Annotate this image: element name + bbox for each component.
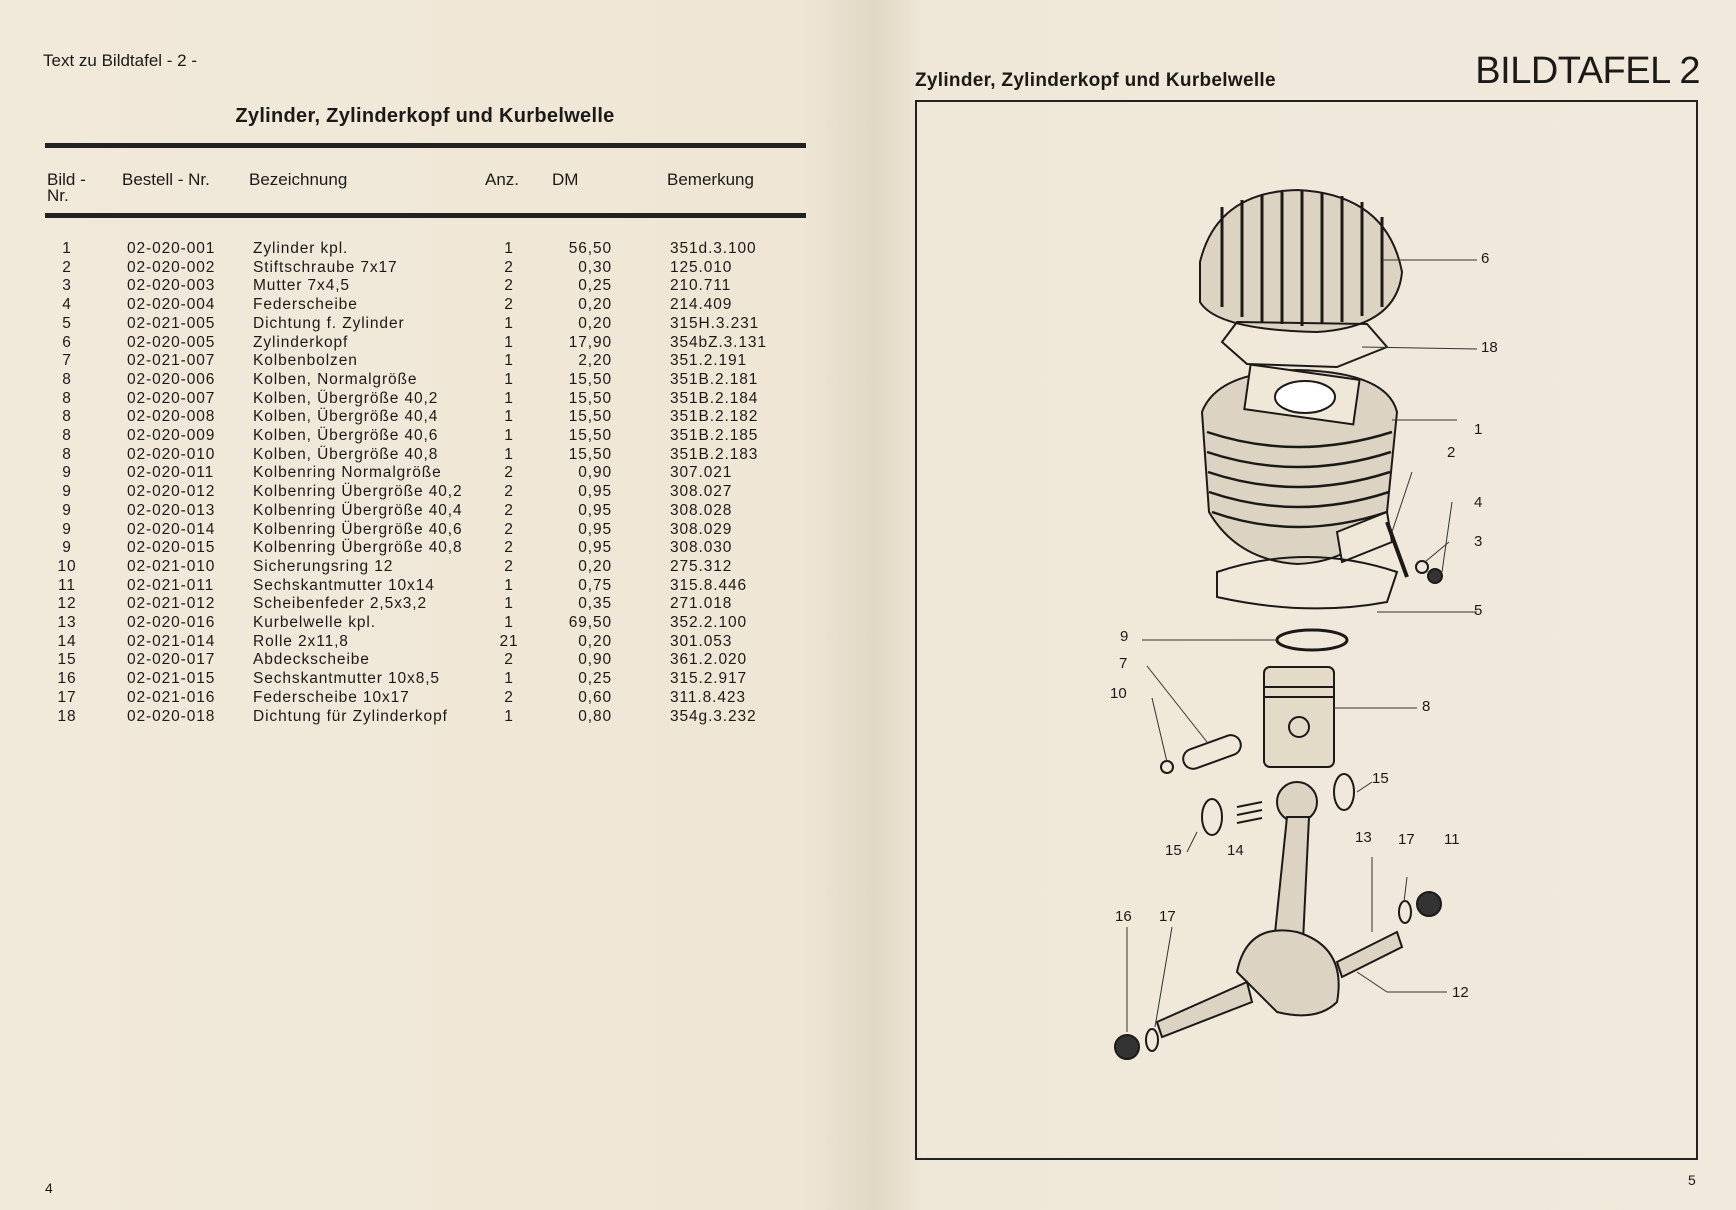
plate-title: Zylinder, Zylinderkopf und Kurbelwelle xyxy=(915,70,1276,91)
cell-bezeichnung: Abdeckscheibe xyxy=(253,651,370,669)
cell-bild-nr: 8 xyxy=(62,389,72,407)
exploded-diagram xyxy=(915,100,1698,1160)
col-bild-label-2: Nr. xyxy=(47,186,69,205)
cell-bild-nr: 2 xyxy=(62,258,72,276)
table-row xyxy=(0,352,860,371)
cell-preis-dm: 0,90 xyxy=(578,651,612,669)
thrust-washer-drawing xyxy=(1334,774,1354,810)
cell-anzahl: 2 xyxy=(504,688,514,706)
cell-preis-dm: 0,80 xyxy=(578,707,612,725)
cell-anzahl: 1 xyxy=(504,707,514,725)
cell-bezeichnung: Kolben, Übergröße 40,8 xyxy=(253,445,439,463)
cell-preis-dm: 0,35 xyxy=(578,595,612,613)
hex-nut-drawing xyxy=(1417,892,1441,916)
cell-bemerkung: 315.2.917 xyxy=(670,670,748,688)
table-row xyxy=(0,595,860,614)
cell-preis-dm: 0,25 xyxy=(578,670,612,688)
table-row xyxy=(0,277,860,296)
callout: 7 xyxy=(1119,655,1128,672)
callout: 12 xyxy=(1452,984,1469,1001)
cell-preis-dm: 17,90 xyxy=(568,333,612,351)
cell-bestell-nr: 02-020-017 xyxy=(127,651,216,669)
table-row xyxy=(0,315,860,334)
page-title: Zylinder, Zylinderkopf und Kurbelwelle xyxy=(235,105,615,127)
cell-bestell-nr: 02-020-005 xyxy=(127,333,216,351)
cell-anzahl: 1 xyxy=(504,427,514,444)
cell-bild-nr: 9 xyxy=(62,539,72,557)
cell-bemerkung: 351B.2.181 xyxy=(670,370,759,388)
cell-bild-nr: 8 xyxy=(62,370,72,388)
cell-bezeichnung: Kolben, Übergröße 40,2 xyxy=(253,389,439,407)
cell-bemerkung: 361.2.020 xyxy=(670,651,748,669)
table-row xyxy=(0,614,860,633)
table-row xyxy=(0,371,860,390)
cell-bezeichnung: Federscheibe 10x17 xyxy=(253,688,410,706)
cell-bemerkung: 307.021 xyxy=(670,464,733,482)
col-dm: DM xyxy=(552,170,579,189)
cell-preis-dm: 15,50 xyxy=(568,370,612,388)
cylinder-drawing xyxy=(1202,365,1397,564)
cell-preis-dm: 0,30 xyxy=(578,258,612,276)
cell-preis-dm: 0,90 xyxy=(578,464,612,482)
cell-bestell-nr: 02-021-016 xyxy=(127,688,216,706)
cell-preis-dm: 0,75 xyxy=(578,576,612,594)
cell-bild-nr: 3 xyxy=(62,277,72,295)
cell-bezeichnung: Kurbelwelle kpl. xyxy=(253,614,376,631)
cell-anzahl: 2 xyxy=(504,258,514,276)
cell-bild-nr: 4 xyxy=(62,296,72,314)
cell-bezeichnung: Sicherungsring 12 xyxy=(253,557,394,575)
cell-preis-dm: 0,20 xyxy=(578,314,612,332)
table-row xyxy=(0,539,860,558)
cell-bestell-nr: 02-020-006 xyxy=(127,370,216,388)
cell-bezeichnung: Kolbenring Übergröße 40,4 xyxy=(253,501,463,519)
cell-bestell-nr: 02-020-011 xyxy=(127,464,215,482)
cell-bemerkung: 351.2.191 xyxy=(670,352,748,370)
crankshaft-drawing xyxy=(1157,782,1402,1037)
cell-bestell-nr: 02-020-018 xyxy=(127,707,216,725)
table-row xyxy=(0,446,860,465)
cell-anzahl: 1 xyxy=(504,314,514,332)
cylinder-head-drawing xyxy=(1200,190,1402,332)
cell-bezeichnung: Dichtung f. Zylinder xyxy=(253,314,405,332)
cell-anzahl: 2 xyxy=(504,501,514,519)
cell-preis-dm: 15,50 xyxy=(568,427,612,444)
cell-bezeichnung: Sechskantmutter 10x8,5 xyxy=(253,670,440,688)
cell-anzahl: 1 xyxy=(504,595,514,613)
cell-bemerkung: 210.711 xyxy=(670,277,732,295)
cell-bemerkung: 354bZ.3.131 xyxy=(670,333,767,351)
cell-bild-nr: 6 xyxy=(62,333,72,351)
table-row xyxy=(0,259,860,278)
cell-bild-nr: 10 xyxy=(57,557,77,575)
cell-anzahl: 1 xyxy=(504,240,514,257)
cell-bemerkung: 308.027 xyxy=(670,483,733,501)
cell-bild-nr: 17 xyxy=(57,688,77,706)
cell-bezeichnung: Sechskantmutter 10x14 xyxy=(253,576,435,594)
hex-nut-drawing xyxy=(1115,1035,1139,1059)
callout: 5 xyxy=(1474,602,1483,619)
callout: 16 xyxy=(1115,908,1132,925)
cell-bestell-nr: 02-020-013 xyxy=(127,501,216,519)
cell-anzahl: 1 xyxy=(504,389,514,407)
cylinder-gasket-drawing xyxy=(1217,557,1397,608)
cell-bestell-nr: 02-020-015 xyxy=(127,539,216,557)
cell-bestell-nr: 02-020-012 xyxy=(127,483,216,501)
divider xyxy=(45,213,806,218)
cell-bestell-nr: 02-020-010 xyxy=(127,445,216,463)
table-row xyxy=(0,670,860,689)
cell-anzahl: 2 xyxy=(504,539,514,557)
callout: 3 xyxy=(1474,533,1483,550)
cell-anzahl: 2 xyxy=(504,464,514,482)
cell-preis-dm: 0,60 xyxy=(578,688,612,706)
cell-bestell-nr: 02-020-003 xyxy=(127,277,216,295)
cell-bild-nr: 5 xyxy=(62,314,72,332)
cell-bild-nr: 11 xyxy=(58,576,76,594)
callout: 6 xyxy=(1481,250,1490,267)
cell-bemerkung: 354g.3.232 xyxy=(670,707,757,725)
cell-anzahl: 21 xyxy=(499,632,519,650)
table-row xyxy=(0,558,860,577)
cell-preis-dm: 56,50 xyxy=(568,240,612,257)
cell-bemerkung: 214.409 xyxy=(670,296,733,314)
cell-bestell-nr: 02-020-007 xyxy=(127,389,216,407)
cell-bemerkung: 351B.2.184 xyxy=(670,389,759,407)
cell-bemerkung: 352.2.100 xyxy=(670,614,748,631)
cell-bestell-nr: 02-020-014 xyxy=(127,520,216,538)
cell-bemerkung: 315H.3.231 xyxy=(670,314,760,332)
cell-anzahl: 2 xyxy=(504,520,514,538)
cell-bestell-nr: 02-021-014 xyxy=(127,632,216,650)
cell-bild-nr: 18 xyxy=(57,707,77,725)
cell-bild-nr: 8 xyxy=(62,445,72,463)
cell-bezeichnung: Zylinderkopf xyxy=(253,333,349,351)
cell-preis-dm: 0,95 xyxy=(578,520,612,538)
cell-bemerkung: 275.312 xyxy=(670,557,733,575)
cell-bezeichnung: Kolbenring Übergröße 40,6 xyxy=(253,520,463,538)
cell-bild-nr: 9 xyxy=(62,520,72,538)
cell-bild-nr: 8 xyxy=(62,408,72,426)
cell-bezeichnung: Kolbenbolzen xyxy=(253,352,358,370)
cell-anzahl: 2 xyxy=(504,483,514,501)
engine-drawing xyxy=(917,102,1697,1158)
cell-preis-dm: 2,20 xyxy=(578,352,612,370)
callout: 2 xyxy=(1447,444,1456,461)
cell-bezeichnung: Kolben, Übergröße 40,6 xyxy=(253,427,439,444)
cell-bezeichnung: Rolle 2x11,8 xyxy=(253,632,349,650)
cell-bemerkung: 271.018 xyxy=(670,595,733,613)
cell-preis-dm: 0,20 xyxy=(578,557,612,575)
callout: 17 xyxy=(1159,908,1176,925)
cell-bemerkung: 351d.3.100 xyxy=(670,240,757,257)
table-row xyxy=(0,390,860,409)
cell-bild-nr: 16 xyxy=(57,670,77,688)
cell-bezeichnung: Mutter 7x4,5 xyxy=(253,277,350,295)
table-row xyxy=(0,633,860,652)
cell-bestell-nr: 02-020-004 xyxy=(127,296,216,314)
cell-anzahl: 2 xyxy=(504,651,514,669)
cell-bemerkung: 308.028 xyxy=(670,501,733,519)
cell-anzahl: 2 xyxy=(504,277,514,295)
washer-drawing xyxy=(1416,561,1428,573)
callout: 17 xyxy=(1398,831,1415,848)
cell-anzahl: 1 xyxy=(504,614,514,631)
callout: 13 xyxy=(1355,829,1372,846)
cell-bemerkung: 301.053 xyxy=(670,632,733,650)
table-row xyxy=(0,502,860,521)
callout: 18 xyxy=(1481,339,1498,356)
cell-bestell-nr: 02-020-016 xyxy=(127,614,216,631)
table-row xyxy=(0,334,860,353)
cell-preis-dm: 0,20 xyxy=(578,632,612,650)
cell-preis-dm: 15,50 xyxy=(568,445,612,463)
cell-bestell-nr: 02-021-015 xyxy=(127,670,216,688)
divider xyxy=(45,143,806,148)
plate-number: BILDTAFEL 2 xyxy=(1475,50,1700,92)
cell-bild-nr: 9 xyxy=(62,501,72,519)
cell-preis-dm: 15,50 xyxy=(568,408,612,426)
cell-preis-dm: 0,95 xyxy=(578,539,612,557)
cell-bemerkung: 308.030 xyxy=(670,539,733,557)
cell-bezeichnung: Zylinder kpl. xyxy=(253,240,349,257)
cell-bemerkung: 315.8.446 xyxy=(670,576,748,594)
table-row xyxy=(0,483,860,502)
thrust-washer-drawing xyxy=(1202,799,1222,835)
page-number: 4 xyxy=(45,1180,53,1196)
callout: 15 xyxy=(1372,770,1389,787)
col-bild xyxy=(47,172,86,204)
cell-bezeichnung: Federscheibe xyxy=(253,296,358,314)
table-row xyxy=(0,427,860,446)
cell-bezeichnung: Kolben, Normalgröße xyxy=(253,370,418,388)
spring-washer-drawing xyxy=(1399,901,1411,923)
spring-washer-drawing xyxy=(1146,1029,1158,1051)
table-row xyxy=(0,240,860,259)
table-row xyxy=(0,464,860,483)
callout: 1 xyxy=(1474,421,1483,438)
callout: 4 xyxy=(1474,494,1483,511)
circlip-drawing xyxy=(1161,761,1173,773)
cell-anzahl: 1 xyxy=(504,445,514,463)
cell-bild-nr: 12 xyxy=(57,595,77,613)
piston-drawing xyxy=(1264,667,1334,767)
right-page xyxy=(872,0,1736,1210)
piston-pin-drawing xyxy=(1180,732,1243,771)
cell-anzahl: 2 xyxy=(504,557,514,575)
cell-bezeichnung: Kolbenring Normalgröße xyxy=(253,464,442,482)
cell-bemerkung: 351B.2.183 xyxy=(670,445,759,463)
cell-bestell-nr: 02-020-008 xyxy=(127,408,216,426)
cell-anzahl: 1 xyxy=(504,333,514,351)
cell-bestell-nr: 02-021-010 xyxy=(127,557,216,575)
caption: Text zu Bildtafel - 2 - xyxy=(43,51,198,70)
cell-bezeichnung: Kolbenring Übergröße 40,8 xyxy=(253,539,463,557)
table-row xyxy=(0,577,860,596)
cell-anzahl: 1 xyxy=(504,670,514,688)
callout: 9 xyxy=(1120,628,1129,645)
cell-bild-nr: 14 xyxy=(57,632,77,650)
cell-anzahl: 2 xyxy=(504,296,514,314)
cell-bild-nr: 8 xyxy=(62,427,72,444)
table-row xyxy=(0,521,860,540)
cell-preis-dm: 15,50 xyxy=(568,389,612,407)
callout: 14 xyxy=(1227,842,1244,859)
cell-bestell-nr: 02-021-011 xyxy=(127,576,215,594)
cell-bild-nr: 9 xyxy=(62,483,72,501)
cell-bezeichnung: Kolbenring Übergröße 40,2 xyxy=(253,483,463,501)
cell-bestell-nr: 02-020-001 xyxy=(127,240,216,257)
col-anz: Anz. xyxy=(485,170,520,189)
table-row xyxy=(0,689,860,708)
cell-anzahl: 1 xyxy=(504,576,514,594)
cell-anzahl: 1 xyxy=(504,352,514,370)
callout: 11 xyxy=(1444,831,1460,848)
cell-bestell-nr: 02-021-012 xyxy=(127,595,216,613)
cell-bezeichnung: Kolben, Übergröße 40,4 xyxy=(253,408,439,426)
callout: 15 xyxy=(1165,842,1182,859)
col-bestell: Bestell - Nr. xyxy=(122,170,210,189)
cell-bestell-nr: 02-021-007 xyxy=(127,352,216,370)
cell-bezeichnung: Stiftschraube 7x17 xyxy=(253,258,398,276)
col-bemerkung: Bemerkung xyxy=(667,170,754,189)
nut-drawing xyxy=(1428,569,1442,583)
cell-bild-nr: 9 xyxy=(62,464,72,482)
cell-bild-nr: 7 xyxy=(62,352,72,370)
col-bezeichnung: Bezeichnung xyxy=(249,170,348,189)
cell-anzahl: 1 xyxy=(504,370,514,388)
cell-bezeichnung: Scheibenfeder 2,5x3,2 xyxy=(253,595,428,613)
cell-bestell-nr: 02-021-005 xyxy=(127,314,216,332)
cell-bestell-nr: 02-020-002 xyxy=(127,258,216,276)
cell-bestell-nr: 02-020-009 xyxy=(127,427,216,444)
col-bild-label: Bild - xyxy=(47,170,86,189)
cell-preis-dm: 69,50 xyxy=(568,614,612,631)
needle-rollers-drawing xyxy=(1237,802,1262,823)
callout: 8 xyxy=(1422,698,1431,715)
cell-bemerkung: 308.029 xyxy=(670,520,733,538)
table-row xyxy=(0,408,860,427)
cell-bezeichnung: Dichtung für Zylinderkopf xyxy=(253,707,448,725)
cell-bild-nr: 1 xyxy=(62,240,72,257)
page-number: 5 xyxy=(1688,1172,1696,1188)
cell-bild-nr: 15 xyxy=(57,651,77,669)
cell-anzahl: 1 xyxy=(504,408,514,426)
cell-preis-dm: 0,25 xyxy=(578,277,612,295)
table-row xyxy=(0,651,860,670)
cell-bemerkung: 311.8.423 xyxy=(670,688,746,706)
table-row xyxy=(0,708,860,727)
cell-preis-dm: 0,95 xyxy=(578,501,612,519)
cell-preis-dm: 0,20 xyxy=(578,296,612,314)
table-row xyxy=(0,296,860,315)
cell-bild-nr: 13 xyxy=(57,614,77,631)
cell-preis-dm: 0,95 xyxy=(578,483,612,501)
cell-bemerkung: 125.010 xyxy=(670,258,733,276)
callout: 10 xyxy=(1110,685,1127,702)
cell-bemerkung: 351B.2.185 xyxy=(670,427,759,444)
piston-ring-drawing xyxy=(1277,630,1347,650)
cell-bemerkung: 351B.2.182 xyxy=(670,408,759,426)
